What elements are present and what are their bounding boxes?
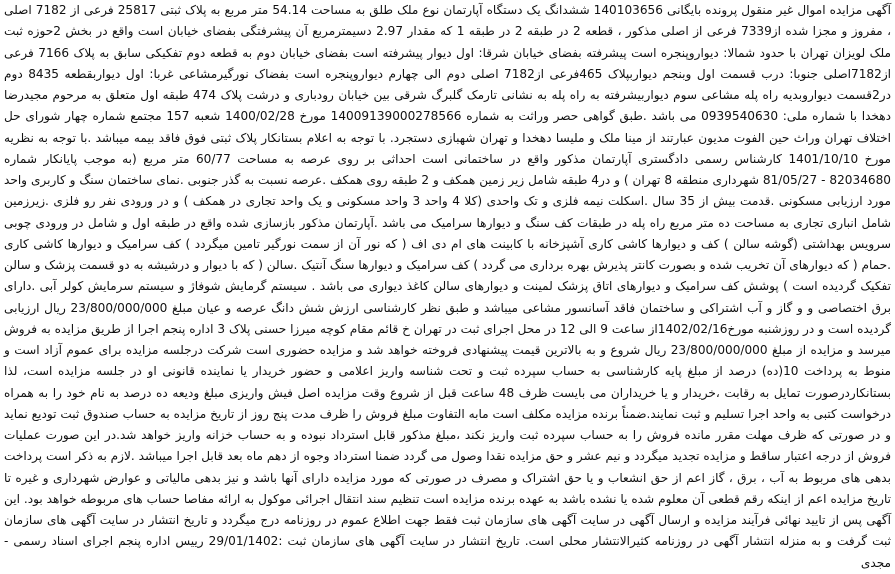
- notice-footer: گرفت و به منزله انتشار آگهی در روزنامه کثیرالانتشار محلی است. تاریخ انتشار در سایت آگهی های سازمان ثبت :29/01/1402 رییس اداره پنجم اجرای اسناد رسمی - مجدی: [4, 534, 891, 570]
- notice-body: آگهی مزایده اموال غیر منقول پرونده بایگانی 140103656 ششدانگ یک دستگاه آپارتمان نوع ملک طلق به مساحت 54.14 متر مربع به پلاک ثبتی 25817 فرعی از 7182 اصلی ، مفروز و مجزا شده از7339 فرعی از اصلی مذکور ، قطعه 2 در طبقه 2 در طبقه 1 که مقدار 2.97 دسیمترمربع آن پیشرفتگی بفضای خیابان است واقع در بخش 2حوزه ثبت ملک لویزان تهران با حدود شمالا: دیواروپنجره است پیشرفته بفضای خیابان شرقا: اول دیوار پیشرفته است بفضای خیابان دوم به قطعه دوم تفکیکی سابق به پلاک 7166 فرعی از7182اصلی جنوبا: درب قسمت اول وبنجم دیواربپلاک 465فرعی از7182 اصلی دوم الی چهارم دیواروپنجره است بفضاک نورگیرمشاعی غربا: اول دیواربقطعه 8435 دوم در2قسمت دیواروبدیه راه پله مشاعی سوم دیواربیشرفته به راه پله به نشانی تارمک گلبرگ شرقی بین خیابان رودباری و درشت پلاک 474 طبقه اول متعلق به مرحوم مجیدرضا دهخدا با شماره ملی: 0939540630 می باشد .طبق گواهی حصر وراثت به شماره 14009139000278566 مورخ 1400/02/28 شعبه 157 مجتمع شماره چهار شورای حل اختلاف تهران وراث حین الفوت مدیون عبارتند از مینا ملک و ملیسا دهخدا و تهران شهبازی دستجرد. با توجه به اعلام بستانکار پلاک ثبتی فوق فاقد بیمه میباشد .با توجه به نظریه مورخ 1401/10/10 کارشناس رسمی دادگستری آپارتمان مذکور واقع در ساختمانی است احداثی بر روی عرصه به مساحت 60/77 متر مربع (به موجب پایانکار شماره 82034680 - 81/05/27 شهرداری منطقه 8 تهران ) و در4 طبقه شامل زیر زمین همکف و 2 طبقه روی همکف .عرصه نسبت به گذر جنوبی .نمای ساختمان سنگ و کاربری واحد مورد ارزیابی مسکونی .قدمت بیش از 35 سال .اسکلت نیمه فلزی و تک واحدی (کلا 4 واحد 3 واحد مسکونی و یک واحد تجاری در همکف ) و در ورودی نفر رو فلزی .زیرزمین شامل انباری تجاری به مساحت ده متر مربع راه پله در طبقات کف سنگ و دیوارها سرامیک می باشد .آپارتمان مذکور بازسازی شده واقع در طبقه اول و شامل در ورودی چوبی سرویس بهداشتی (گوشه سالن ) کف و دیوارها کاشی کاری آشپزخانه با کابینت های ام دی اف ( که نور آن از سمت نورگیر تامین میگردد ) کف سرامیک و دیوارها کاشی کاری .حمام ( که دیوارهای آن تخریب شده و بصورت کانتر پذیرش بهره برداری می گردد ) کف سرامیک و دیوارها سنگ آنتیک .سالن ( که با دیوار و درشیشه به دو قسمت پزشک و سالن تفکیک گردیده است ) پوشش کف سرامیک و دیوارهای اتاق پزشک لمینت و دیوارهای سالن کاغذ دیواری می باشد . سیستم گرمایش شوفاژ و سیستم سرمایش کولر آبی .دارای برق اختصاصی و و گاز و آب اشتراکی و ساختمان فاقد آسانسور مشاعی میباشد و طبق نظر کارشناسی ارزش شش دانگ عرصه و عیان مبلغ 23/800/000/000 ریال ارزیابی گردیده است و در روزشنبه مورخ1402/02/16از ساعت 9 الی 12 در محل اجرای ثبت در تهران خ قائم مقام کوچه میرزا حسنی پلاک 3 اداره پنجم اجرا از طریق مزایده به فروش میرسد و مزایده از مبلغ 23/800/000/000 ریال شروع و به بالاترین قیمت پیشنهادی فروخته خواهد شد و مزایده حضوری است شرکت درجلسه مزایده برای عموم آزاد است و منوط به پرداخت 10(ده) درصد از مبلغ پایه کارشناسی به حساب سپرده ثبت و تحت شناسه واریز اعلامی و حضور خریدار یا نماینده قانونی او در جلسه مزایده است، لذا بستانکاردرصورت تمایل به رقابت ،خریدار و یا خریداران می بایست ظرف 48 ساعت قبل از شروع وقت مزایده اصل فیش واریزی مبلغ ودیعه ده درصد به نام خود را به همراه درخواست کتبی به واحد اجرا تسلیم و ثبت نمایند.ضمناً برنده مزایده مکلف است مابه التفاوت مبلغ فروش را ظرف مدت پنج روز از تاریخ مزایده به حساب صندوق ثبت تودیع نماید و در صورتی که ظرف مهلت مقرر مانده فروش را به حساب سپرده ثبت واریز نکند ،مبلغ مذکور قابل استرداد نبوده و به حساب خزانه واریز خواهد شد.در این صورت عملیات فروش از درجه اعتبار ساقط و مزایده تجدید میگردد و نیم عشر و حق مزایده نقدا وصول می گردد ضمنا استرداد وجوه از دهم ماه بعد قابل اجرا میباشد .لازم به ذکر است پرداخت بدهی های مربوط به آب ، برق ، گاز اعم از حق انشعاب و یا حق اشتراک و مصرف در صورتی که مورد مزایده دارای آنها باشد و نیز بدهی مالیاتی و عوارض شهرداری و غیره تا تاریخ مزایده اعم از اینکه رقم قطعی آن معلوم شده یا نشده باشد به عهده برنده مزایده است تنظیم سند انتقال اجرائی موکول به ارائه مفاصا حساب های مربوطه خواهد بود. این آگهی پس از تایید نهائی فرآیند مزایده و ارسال آگهی در سایت آگهی های سازمان ثبت فقط جهت اطلاع عموم در روزنامه درج میگردد و تاریخ انتشار در سایت آگهی های سازمان ثبت: [4, 3, 892, 549]
